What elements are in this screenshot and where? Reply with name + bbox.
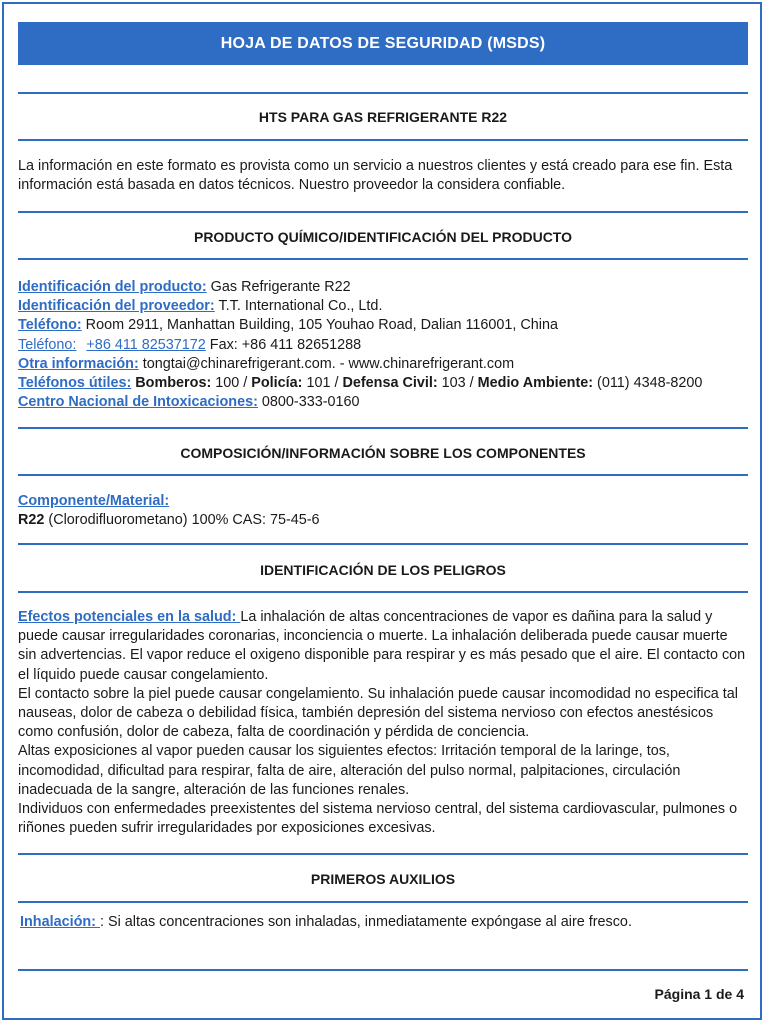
hazards-block	[18, 608, 748, 838]
component-value: (Clorodifluorometano) 100% CAS: 75-45-6	[44, 512, 320, 529]
hazards-paragraph-3: Altas exposiciones al vapor pueden causar los siguientes efectos: Irritación temporal de la laringe, tos, incomodidad, dificultad para respirar, falta de aire, alteración del pulso normal, palpitaciones, circulación inadecuada de la sangre, alteración de las funciones renales.	[18, 743, 681, 798]
page-number: Página 1 de 4	[654, 986, 744, 1002]
inhalation-line	[20, 913, 750, 932]
other-info-value: tongtai@chinarefrigerant.com. - www.chinarefrigerant.com	[138, 355, 515, 372]
document-title: HOJA DE DATOS DE SEGURIDAD (MSDS)	[18, 22, 748, 65]
police-label: Policía:	[251, 375, 303, 392]
section-heading-hazards: IDENTIFICACIÓN DE LOS PELIGROS	[260, 562, 506, 578]
phone-label: Teléfono:	[18, 317, 82, 334]
hazards-paragraph-2: El contacto sobre la piel puede causar congelamiento. Su inhalación puede causar incomodidad no especifica tal nauseas, dolor de cabeza o debilidad física, también depresión del sistema nervioso con efectos anestésicos como confusión, dolor de cabeza, falta de coordinación y pérdida de conciencia.	[18, 685, 738, 741]
composition-block	[18, 492, 748, 530]
component-label: Componente/Material:	[18, 493, 170, 509]
fax-value: Fax: +86 411 82651288	[205, 336, 362, 353]
product-id-label: Identificación del producto:	[18, 279, 207, 295]
divider	[18, 543, 748, 545]
supplier-label: Identificación del proveedor:	[18, 298, 215, 315]
component-label-line	[18, 492, 748, 511]
toxicology-value: 0800-333-0160	[257, 394, 360, 411]
phone-number-link[interactable]: +86 411 82537172	[86, 336, 206, 353]
product-id-value: Gas Refrigerante R22	[206, 279, 351, 295]
divider	[18, 474, 748, 476]
divider	[18, 92, 748, 94]
civil-defense-value: 103 /	[437, 375, 478, 392]
police-value: 101 /	[302, 375, 343, 392]
useful-phones-line	[18, 374, 748, 393]
other-info-line	[18, 355, 748, 374]
phone-line	[18, 336, 748, 355]
divider	[18, 258, 748, 260]
document-subtitle: HTS PARA GAS REFRIGERANTE R22	[258, 109, 508, 125]
divider	[18, 969, 748, 971]
hazards-paragraph-4: Individuos con enfermedades preexistentes del sistema nervioso central, del sistema cardiovascular, pulmones o riñones pueden sufrir irregularidades por exposiciones excesivas.	[18, 801, 738, 837]
environment-value: (011) 4348-8200	[593, 375, 703, 392]
section-heading-composition: COMPOSICIÓN/INFORMACIÓN SOBRE LOS COMPONENTES	[180, 445, 586, 461]
divider	[18, 591, 748, 593]
hazards-paragraph-1	[18, 608, 748, 685]
environment-label: Medio Ambiente:	[477, 375, 594, 392]
other-info-label: Otra información:	[18, 355, 139, 372]
first-aid-block	[20, 913, 750, 932]
health-effects-label: Efectos potenciales en la salud:	[18, 609, 241, 625]
hazards-text-1: La inhalación de altas concentraciones de vapor es dañina para la salud y puede causar irregularidades coronarias, inconciencia o muerte. La inhalación deliberada puede causar muerte sin advertencias. El vapor reduce el oxigeno disponible para respirar y es más pesado que el aire. El contacto con el líquido puede causar congelamiento.	[18, 609, 746, 683]
component-name: R22	[18, 512, 45, 529]
component-line	[18, 511, 748, 530]
firefighters-label: Bomberos:	[135, 375, 212, 392]
inhalation-label: Inhalación:	[20, 914, 100, 930]
divider	[18, 853, 748, 855]
toxicology-label: Centro Nacional de Intoxicaciones:	[18, 394, 258, 411]
divider	[18, 901, 748, 903]
firefighters-value: 100 /	[211, 375, 252, 392]
address-line	[18, 316, 748, 335]
civil-defense-label: Defensa Civil:	[342, 375, 438, 392]
product-identification	[18, 278, 748, 412]
section-heading-first-aid: PRIMEROS AUXILIOS	[310, 871, 456, 887]
product-id-line	[18, 278, 748, 297]
intro-text	[18, 157, 748, 195]
divider	[18, 427, 748, 429]
address-value: Room 2911, Manhattan Building, 105 Youhao Road, Dalian 116001, China	[81, 317, 558, 334]
inhalation-value: : Si altas concentraciones son inhaladas, inmediatamente expóngase al aire fresco.	[99, 914, 632, 930]
useful-phones-label: Teléfonos útiles:	[18, 375, 132, 392]
toxicology-line	[18, 393, 748, 412]
phone2-label: Teléfono:	[18, 336, 77, 353]
supplier-value: T.T. International Co., Ltd.	[214, 298, 383, 315]
supplier-line	[18, 297, 748, 316]
divider	[18, 139, 748, 141]
intro-paragraph: La información en este formato es provista como un servicio a nuestros clientes y está creado para ese fin. Esta información está basada en datos técnicos. Nuestro proveedor la considera confiable.	[18, 158, 733, 194]
divider	[18, 211, 748, 213]
section-heading-product: PRODUCTO QUÍMICO/IDENTIFICACIÓN DEL PRODUCTO	[193, 229, 572, 245]
